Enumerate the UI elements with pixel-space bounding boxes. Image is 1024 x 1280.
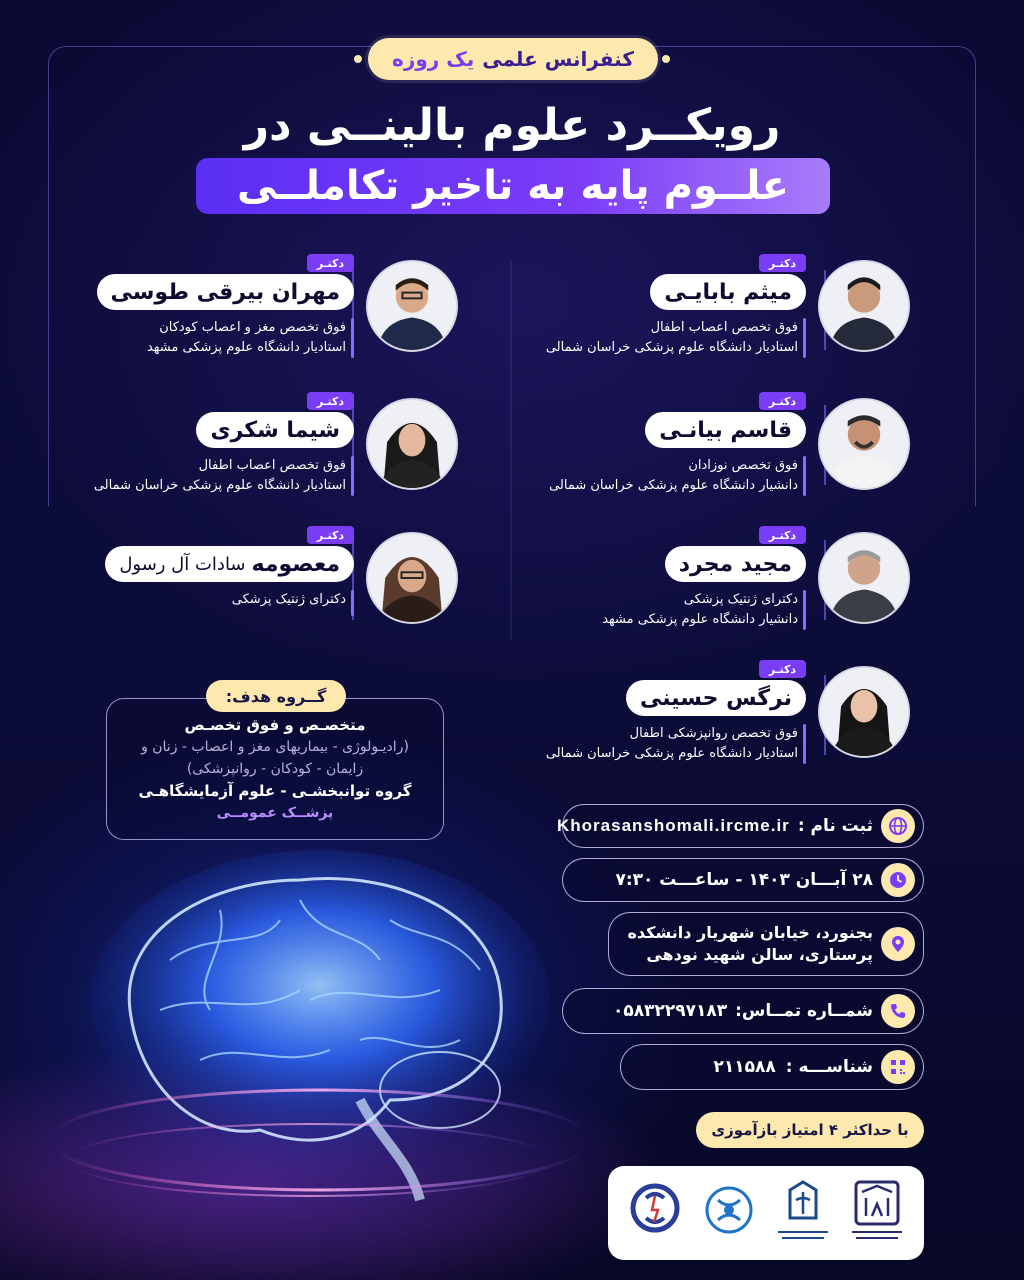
speaker-card bbox=[576, 528, 910, 642]
phone-pill[interactable] bbox=[562, 988, 924, 1034]
speaker-name: مجید مجرد bbox=[665, 546, 806, 582]
credit-badge: با حداکثر ۴ امتیاز بازآموزی bbox=[696, 1112, 924, 1148]
speaker-photo bbox=[366, 398, 458, 490]
id-pill bbox=[620, 1044, 924, 1090]
event-address bbox=[627, 922, 873, 966]
doctor-tag: دکتـر bbox=[307, 254, 354, 272]
speaker-info bbox=[549, 456, 798, 496]
speaker-info bbox=[546, 724, 798, 764]
association-logo-icon bbox=[624, 1178, 686, 1248]
speaker-name: قاسم بیانـی bbox=[645, 412, 806, 448]
qr-code-icon bbox=[881, 1050, 915, 1084]
clock-icon bbox=[881, 863, 915, 897]
accent-bar bbox=[803, 590, 806, 630]
speaker-specialty: فوق تخصص روانپزشکی اطفال bbox=[629, 726, 798, 741]
date-pill bbox=[562, 858, 924, 902]
speaker-card bbox=[76, 394, 458, 508]
speaker-card bbox=[549, 394, 910, 508]
target-group-line: پزشــک عمومــی bbox=[216, 805, 334, 821]
speaker-photo bbox=[366, 260, 458, 352]
speaker-specialty: فوق تخصص نوزادان bbox=[688, 458, 798, 473]
speaker-info bbox=[546, 318, 798, 358]
speaker-card bbox=[110, 528, 458, 642]
address-line: بجنورد، خیابان شهریار دانشکده bbox=[627, 923, 873, 942]
speaker-name bbox=[105, 546, 354, 582]
speaker-photo bbox=[818, 666, 910, 758]
doctor-tag: دکتـر bbox=[759, 526, 806, 544]
speaker-card bbox=[110, 256, 458, 370]
accent-bar bbox=[803, 724, 806, 764]
speaker-card bbox=[545, 662, 910, 776]
speaker-specialty: دکترای ژنتیک پزشکی bbox=[683, 592, 798, 607]
accent-bar bbox=[803, 456, 806, 496]
speaker-card bbox=[545, 256, 910, 370]
registration-label: ثبت نام : bbox=[797, 816, 873, 836]
speaker-position: دانشیار دانشگاه علوم پزشکی مشهد bbox=[602, 612, 798, 627]
speaker-name: مهران بیرقی طوسی bbox=[97, 274, 354, 310]
phone-number[interactable]: ۰۵۸۳۲۲۹۷۱۸۳ bbox=[612, 1001, 728, 1021]
doctor-tag: دکتـر bbox=[759, 392, 806, 410]
speaker-specialty: فوق تخصص مغز و اعصاب کودکان bbox=[159, 320, 346, 335]
speaker-position: دانشیار دانشگاه علوم پزشکی خراسان شمالی bbox=[549, 478, 798, 493]
speaker-specialty: فوق تخصص اعصاب اطفال bbox=[650, 320, 798, 335]
title-line-2-box bbox=[196, 158, 830, 214]
target-group-title: گــروه هدف: bbox=[206, 680, 346, 712]
speaker-name: شیما شکری bbox=[196, 412, 354, 448]
phone-icon bbox=[881, 994, 915, 1028]
speaker-photo bbox=[818, 398, 910, 490]
speaker-photo bbox=[366, 532, 458, 624]
target-group-line: (رادیـولوژی - بیماریهای مغز و اعصاب - زنان و bbox=[141, 739, 409, 755]
speaker-name: میثم بابایـی bbox=[650, 274, 806, 310]
phone-label: شمــاره تمــاس: bbox=[735, 1001, 873, 1021]
address-line: پرستاری، سالن شهید نودهی bbox=[646, 945, 873, 964]
speaker-name: نرگس حسینی bbox=[626, 680, 806, 716]
accent-bar bbox=[351, 318, 354, 358]
accent-bar bbox=[803, 318, 806, 358]
speaker-info bbox=[602, 590, 798, 630]
decor-dot bbox=[354, 55, 362, 63]
speaker-specialty: فوق تخصص اعصاب اطفال bbox=[198, 458, 346, 473]
doctor-tag: دکتـر bbox=[759, 254, 806, 272]
target-group-line: زایمان - کودکان - روانپزشکی) bbox=[186, 761, 364, 777]
speaker-info bbox=[147, 318, 346, 358]
event-type-pill bbox=[368, 38, 658, 80]
logos-bar bbox=[608, 1166, 924, 1260]
speaker-info bbox=[232, 590, 346, 610]
globe-icon bbox=[881, 809, 915, 843]
id-value: ۲۱۱۵۸۸ bbox=[713, 1057, 776, 1077]
location-pin-icon bbox=[881, 927, 915, 961]
speaker-photo bbox=[818, 260, 910, 352]
mashhad-university-logo-icon bbox=[772, 1178, 834, 1248]
registration-url[interactable]: Khorasanshomali.ircme.ir bbox=[557, 816, 790, 835]
speaker-position: استادیار دانشگاه علوم پزشکی خراسان شمالی bbox=[545, 340, 798, 355]
doctor-tag: دکتـر bbox=[759, 660, 806, 678]
event-type-prefix: کنفرانس علمی bbox=[482, 47, 634, 71]
speaker-specialty: دکترای ژنتیک پزشکی bbox=[231, 592, 346, 607]
genetics-society-logo-icon bbox=[698, 1178, 760, 1248]
north-khorasan-university-logo-icon bbox=[846, 1178, 908, 1248]
doctor-tag: دکتـر bbox=[307, 392, 354, 410]
doctor-tag: دکتـر bbox=[307, 526, 354, 544]
address-pill bbox=[608, 912, 924, 976]
speaker-position: استادیار دانشگاه علوم پزشکی خراسان شمالی bbox=[93, 478, 346, 493]
event-date: ۲۸ آبـــان ۱۴۰۳ - ساعـــت ۷:۳۰ bbox=[615, 870, 873, 890]
accent-bar bbox=[351, 456, 354, 496]
divider-line bbox=[510, 260, 512, 640]
target-group-line: متخصـص و فوق تخصـص bbox=[184, 716, 366, 734]
decor-dot bbox=[662, 55, 670, 63]
target-group-line: گروه توانبخشـی - علوم آزمایشگاهـی bbox=[138, 782, 412, 800]
speaker-info bbox=[94, 456, 346, 496]
speaker-last-name: سادات آل رسول bbox=[119, 553, 246, 575]
speaker-position: استادیار دانشگاه علوم پزشکی مشهد bbox=[146, 340, 346, 355]
speaker-photo bbox=[818, 532, 910, 624]
registration-pill[interactable] bbox=[557, 804, 924, 848]
title-line-2: علــوم پایه به تاخیر تکاملــی bbox=[237, 163, 789, 209]
title-line-1: رویکــرد علوم بالینــی در bbox=[243, 100, 781, 151]
event-type-accent: یک روزه bbox=[392, 47, 475, 71]
accent-bar bbox=[351, 590, 354, 616]
target-group-list bbox=[110, 714, 440, 824]
speaker-first-name: معصومه bbox=[251, 551, 340, 577]
speaker-position: استادیار دانشگاه علوم پزشکی خراسان شمالی bbox=[545, 746, 798, 761]
brain-illustration bbox=[60, 840, 580, 1260]
id-label: شناســـه : bbox=[785, 1057, 873, 1077]
